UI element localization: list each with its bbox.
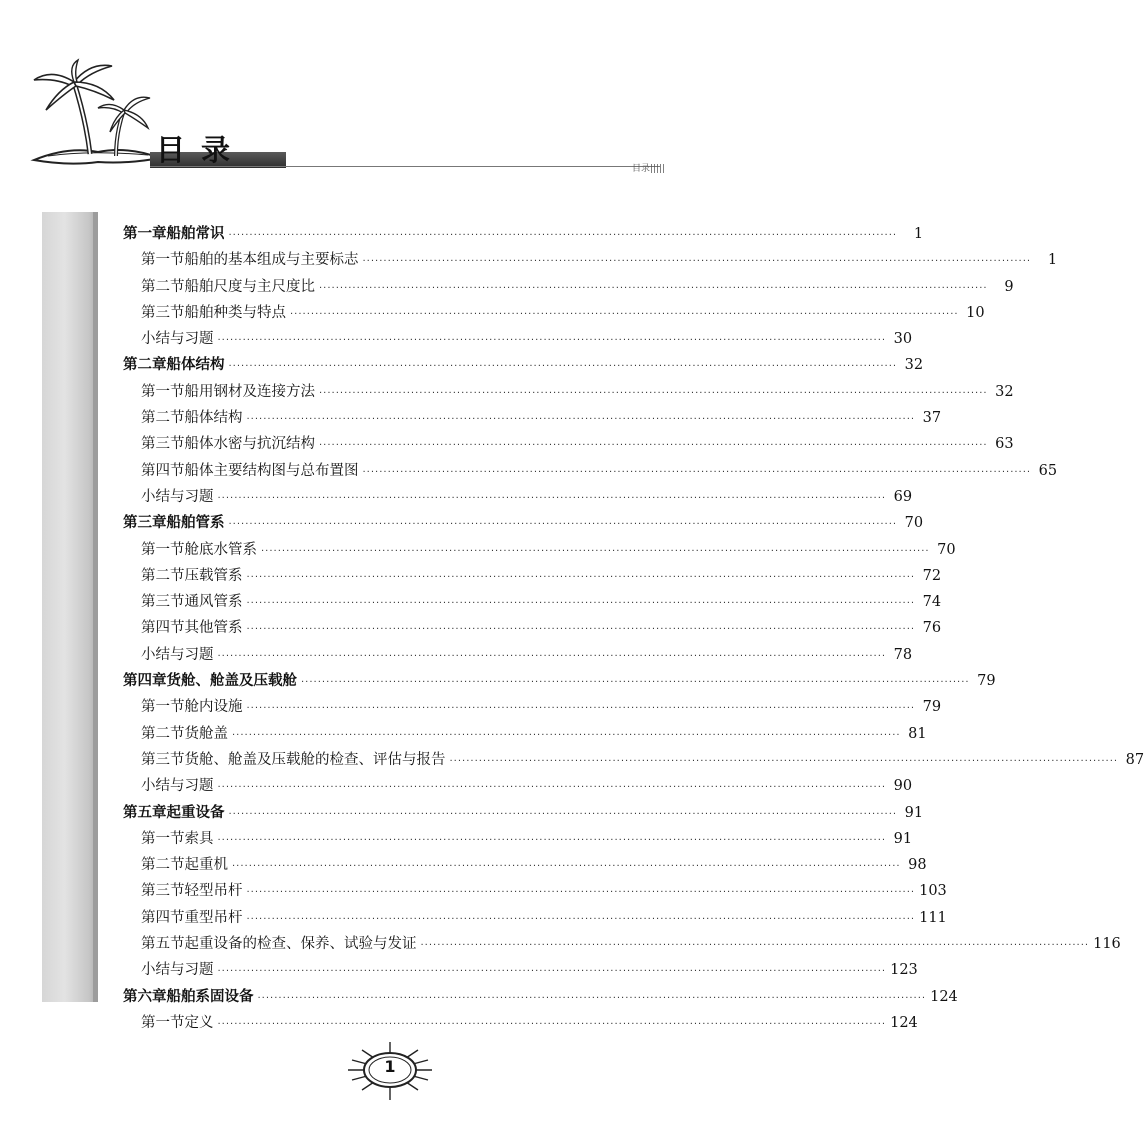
table-of-contents — [123, 222, 1144, 1037]
toc-chapter-row — [123, 801, 924, 827]
toc-entry-page: 63 — [995, 436, 1014, 453]
toc-entry-page: 116 — [1093, 936, 1121, 953]
toc-entry-number: 第二章 — [123, 356, 167, 374]
toc-leader-dots: ································································································································································ — [362, 256, 1032, 268]
toc-entry-title: 起重设备的检查、保养、试验与发证 — [184, 936, 417, 953]
toc-entry-title: 船舶常识 — [166, 225, 225, 242]
toc-entry-number: 第四节 — [141, 909, 185, 926]
side-band — [42, 212, 98, 1002]
toc-section-row — [123, 380, 1014, 406]
toc-leader-dots: ································································································································································ — [217, 650, 887, 662]
toc-entry-title: 船体结构 — [166, 356, 225, 374]
toc-leader-dots: ································································································································································ — [246, 414, 916, 426]
toc-leader-dots: ································································································································································ — [217, 966, 887, 978]
toc-section-row — [123, 616, 942, 642]
toc-entry-number: 第三节 — [141, 304, 185, 321]
toc-section-row — [123, 879, 947, 905]
toc-entry-page: 32 — [995, 383, 1014, 400]
toc-section-row — [123, 538, 956, 564]
toc-entry-page: 90 — [893, 778, 913, 795]
toc-entry-page: 69 — [893, 488, 913, 505]
toc-entry-page: 74 — [922, 594, 942, 611]
toc-entry-page: 32 — [904, 357, 924, 374]
toc-entry-title: 定义 — [184, 1014, 214, 1031]
toc-leader-dots: ································································································································································ — [290, 308, 959, 320]
toc-leader-dots: ································································································································································ — [232, 729, 901, 741]
toc-leader-dots: ································································································································································ — [319, 282, 988, 294]
page-header — [0, 0, 790, 200]
page-number: 1 — [384, 1057, 396, 1076]
toc-entry-page: 98 — [908, 857, 927, 874]
toc-chapter-row — [123, 222, 924, 248]
toc-leader-dots: ································································································································································ — [257, 992, 927, 1004]
toc-entry-page: 72 — [922, 567, 942, 584]
toc-chapter-row — [123, 511, 924, 537]
toc-entry-page: 81 — [908, 725, 927, 742]
toc-section-row — [123, 932, 1121, 958]
toc-leader-dots: ································································································································································ — [228, 808, 898, 820]
toc-entry-page: 30 — [893, 331, 913, 348]
toc-entry-title: 船体主要结构图与总布置图 — [184, 462, 359, 479]
toc-entry-number: 第二节 — [141, 857, 185, 874]
toc-entry-title: 船舶系固设备 — [166, 987, 254, 1005]
toc-entry-number: 第四章 — [123, 672, 167, 690]
toc-leader-dots: ································································································································································ — [246, 624, 916, 636]
toc-entry-page: 124 — [930, 988, 958, 1005]
toc-entry-title: 轻型吊杆 — [184, 883, 243, 900]
toc-entry-number: 第三节 — [141, 751, 185, 768]
toc-entry-page: 1 — [913, 226, 924, 242]
toc-section-row — [123, 564, 942, 590]
toc-entry-title: 船体结构 — [184, 410, 243, 427]
toc-section-row — [123, 485, 913, 511]
toc-entry-number: 第一节 — [141, 1014, 185, 1031]
toc-entry-title: 通风管系 — [184, 594, 243, 611]
toc-section-row — [123, 248, 1058, 274]
toc-entry-title: 小结与习题 — [141, 331, 214, 348]
toc-entry-page: 91 — [893, 830, 913, 847]
toc-entry-title: 小结与习题 — [141, 646, 214, 663]
toc-entry-page: 78 — [893, 646, 913, 663]
toc-leader-dots: ································································································································································ — [228, 230, 898, 241]
toc-entry-page: 103 — [919, 883, 947, 900]
page-footer — [340, 1040, 440, 1102]
toc-section-row — [123, 1011, 918, 1037]
palm-tree-island-icon — [28, 60, 168, 170]
toc-leader-dots: ································································································································································ — [246, 598, 916, 610]
toc-leader-dots: ································································································································································ — [319, 387, 988, 399]
toc-entry-title: 小结与习题 — [141, 488, 214, 505]
toc-entry-title: 其他管系 — [184, 620, 243, 637]
toc-leader-dots: ································································································································································ — [217, 834, 887, 846]
toc-entry-title: 货舱、舱盖及压载舱的检查、评估与报告 — [184, 751, 446, 768]
toc-entry-title: 起重设备 — [166, 803, 225, 821]
toc-entry-number: 第一节 — [141, 252, 185, 269]
toc-entry-number: 第一节 — [141, 541, 185, 558]
toc-entry-number: 第三节 — [141, 594, 185, 611]
toc-entry-number: 第一章 — [123, 225, 167, 242]
toc-entry-page: 9 — [1004, 278, 1014, 295]
toc-entry-page: 65 — [1038, 462, 1058, 479]
toc-section-row — [123, 695, 942, 721]
toc-entry-page: 70 — [937, 541, 956, 558]
toc-entry-number: 第二节 — [141, 278, 185, 295]
toc-entry-number: 第六章 — [123, 987, 167, 1005]
toc-chapter-row — [123, 353, 924, 379]
toc-leader-dots: ································································································································································ — [420, 940, 1090, 952]
toc-leader-dots: ································································································································································ — [217, 782, 887, 794]
toc-section-row — [123, 327, 913, 353]
toc-entry-title: 小结与习题 — [141, 778, 214, 795]
toc-entry-title: 船体水密与抗沉结构 — [184, 436, 315, 453]
toc-section-row — [123, 958, 918, 984]
toc-section-row — [123, 748, 1144, 774]
toc-entry-title: 货舱盖 — [184, 725, 228, 742]
toc-entry-number: 第一节 — [141, 383, 185, 400]
toc-entry-title: 船舶种类与特点 — [184, 304, 286, 321]
toc-leader-dots: ································································································································································ — [217, 492, 887, 504]
toc-section-row — [123, 827, 913, 853]
toc-section-row — [123, 275, 1014, 301]
toc-leader-dots: ································································································································································ — [246, 913, 916, 925]
toc-entry-page: 70 — [904, 515, 924, 532]
toc-leader-dots: ································································································································································ — [232, 861, 901, 873]
toc-entry-title: 船舶尺度与主尺度比 — [184, 278, 315, 295]
toc-entry-number: 第一节 — [141, 830, 185, 847]
toc-entry-number: 第四节 — [141, 462, 185, 479]
toc-section-row — [123, 643, 913, 669]
toc-entry-page: 111 — [919, 909, 947, 926]
toc-entry-number: 第三节 — [141, 436, 185, 453]
toc-entry-title: 货舱、舱盖及压载舱 — [166, 672, 297, 690]
toc-entry-title: 索具 — [184, 830, 214, 847]
toc-section-row — [123, 906, 947, 932]
toc-leader-dots: ································································································································································ — [246, 571, 916, 583]
toc-chapter-row — [123, 985, 958, 1011]
toc-leader-dots: ································································································································································ — [301, 677, 970, 689]
toc-entry-page: 79 — [977, 673, 996, 690]
toc-section-row — [123, 406, 942, 432]
toc-entry-title: 船用钢材及连接方法 — [184, 383, 315, 400]
toc-entry-page: 1 — [1047, 252, 1058, 269]
toc-entry-number: 第五节 — [141, 936, 185, 953]
toc-section-row — [123, 432, 1014, 458]
page-title: 目录 — [156, 133, 247, 167]
toc-section-row — [123, 853, 927, 879]
toc-section-row — [123, 459, 1058, 485]
toc-entry-page: 123 — [890, 962, 918, 979]
toc-entry-title: 起重机 — [184, 857, 228, 874]
toc-entry-number: 第二节 — [141, 410, 185, 427]
toc-entry-page: 37 — [922, 410, 942, 427]
toc-leader-dots: ································································································································································ — [261, 545, 930, 557]
toc-entry-page: 79 — [922, 699, 942, 716]
toc-entry-title: 小结与习题 — [141, 962, 214, 979]
toc-leader-dots: ································································································································································ — [228, 519, 898, 531]
toc-entry-page: 10 — [966, 304, 985, 321]
toc-entry-title: 舱底水管系 — [184, 541, 257, 558]
toc-entry-number: 第三章 — [123, 514, 167, 532]
toc-leader-dots: ································································································································································ — [217, 1018, 887, 1030]
toc-entry-page: 91 — [904, 804, 924, 821]
toc-entry-number: 第二节 — [141, 725, 185, 742]
toc-entry-title: 船舶管系 — [166, 514, 225, 532]
toc-chapter-row — [123, 669, 996, 695]
toc-entry-number: 第一节 — [141, 699, 185, 716]
toc-section-row — [123, 301, 985, 327]
toc-entry-title: 船舶的基本组成与主要标志 — [184, 252, 359, 269]
toc-leader-dots: ································································································································································ — [362, 466, 1032, 478]
toc-entry-page: 124 — [890, 1014, 918, 1031]
toc-leader-dots: ································································································································································ — [217, 335, 887, 347]
toc-entry-number: 第四节 — [141, 620, 185, 637]
toc-section-row — [123, 590, 942, 616]
toc-section-row — [123, 722, 927, 748]
toc-leader-dots: ································································································································································ — [246, 887, 916, 899]
toc-section-row — [123, 774, 913, 800]
toc-leader-dots: ································································································································································ — [449, 755, 1119, 767]
toc-leader-dots: ································································································································································ — [228, 361, 898, 373]
toc-entry-title: 舱内设施 — [184, 699, 243, 716]
toc-entry-number: 第五章 — [123, 803, 167, 821]
toc-entry-title: 重型吊杆 — [184, 909, 243, 926]
toc-leader-dots: ································································································································································ — [246, 703, 916, 715]
toc-entry-title: 压载管系 — [184, 567, 243, 584]
toc-entry-number: 第二节 — [141, 567, 185, 584]
header-mark: 目录||||| — [632, 164, 666, 174]
toc-entry-number: 第三节 — [141, 883, 185, 900]
toc-entry-page: 87 — [1125, 751, 1144, 768]
toc-leader-dots: ································································································································································ — [319, 440, 988, 452]
toc-entry-page: 76 — [922, 620, 942, 637]
